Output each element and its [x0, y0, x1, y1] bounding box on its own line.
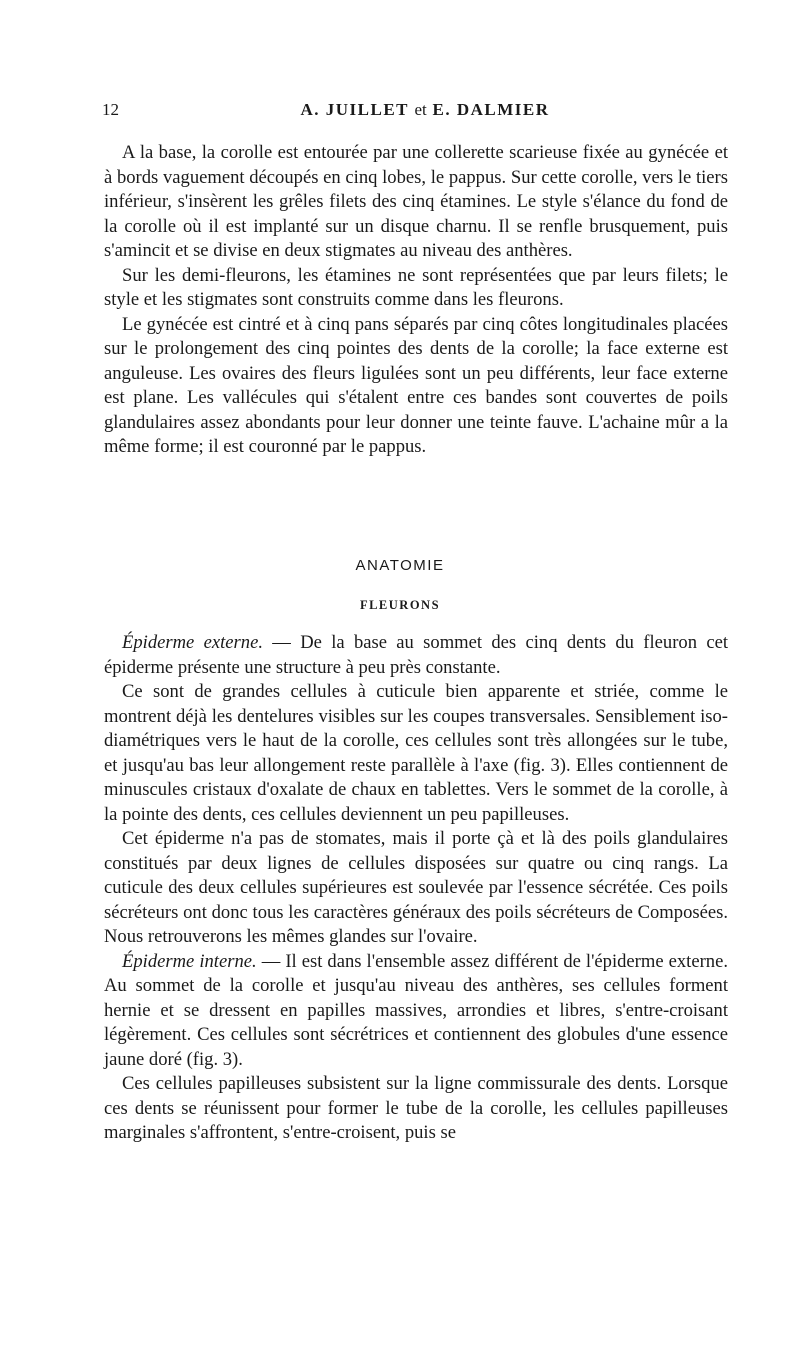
author-1: A. JUILLET	[300, 100, 409, 119]
paragraph-gynecee: Le gynécée est cintré et à cinq pans séparés par cinq côtes longitudinales placées sur le prolongement des cinq pointes des dents de la corolle; la face externe est anguleuse. Les ovaires des fleurs ligulées sont un peu différents, leur face externe est plane. Les vallécules qui s'étalent entre ces bandes sont couvertes de poils glandulaires assez abondants pour leur donner une teinte fauve. L'achaine mûr a la même forme; il est couronné par le pappus.	[104, 313, 728, 457]
paragraph-epiderme-externe	[104, 631, 728, 680]
paragraph-cellules: Ce sont de grandes cellules à cuticule bien apparente et striée, comme le montrent déjà les dentelures visibles sur les coupes transversales. Sensiblement iso-diamétriques vers le haut de la corolle, ces cellules sont très allongées sur le tube, et jusqu'au bas leur allongement reste parallèle à l'axe (fig. 3). Elles contiennent de minuscules cristaux d'oxalate de chaux en tablettes. Vers le sommet de la corolle, à la pointe des dents, ces cellules deviennent un peu papilleuses.	[104, 681, 728, 825]
running-head	[102, 100, 728, 120]
author-connector: et	[414, 100, 427, 119]
page-header	[102, 100, 728, 124]
subsection-title: FLEURONS	[359, 598, 441, 612]
epiderme-interne-text: — Il est dans l'ensemble assez différent de l'épiderme externe. Au sommet de la corolle et jusqu'au niveau des anthères, ses cellules forment hernie et se dressent en papilles massives, arrondies et libres, s'entre-croisant légèrement. Ces cellules sont sécrétrices et contiennent des globules d'une essence jaune doré (fig. 3).	[104, 950, 728, 1070]
paragraph-poils-glandulaires: Cet épiderme n'a pas de stomates, mais il porte çà et là des poils glandulaires constitués par deux lignes de cellules disposées sur quatre ou cinq rangs. La cuticule des deux cellules supérieures est soulevée par l'essence sécrétée. Ces poils sécréteurs ont donc tous les caractères généraux des poils sécréteurs de Composées. Nous retrouverons les mêmes glandes sur l'ovaire.	[104, 828, 728, 947]
anatomy-text-block	[104, 631, 728, 1146]
section-title: ANATOMIE	[355, 557, 445, 574]
intro-text-block	[104, 141, 728, 460]
author-2: E. DALMIER	[432, 100, 550, 119]
paragraph-pappus: A la base, la corolle est entourée par une collerette scarieuse fixée au gynécée et à bords vaguement découpés en cinq lobes, le pappus. Sur cette corolle, vers le tiers inférieur, s'insèrent les grêles filets des cinq étamines. Le style s'élance du fond de la corolle où il est implanté sur un disque charnu. Il se renfle brusquement, puis s'amincit et se divise en deux stigmates au niveau des anthères.	[104, 142, 728, 261]
term-epiderme-externe: Épiderme externe.	[122, 632, 263, 653]
term-epiderme-interne: Épiderme interne.	[122, 950, 257, 972]
paragraph-cellules-papilleuses: Ces cellules papilleuses subsistent sur la ligne commissurale des dents. Lorsque ces dents se réunissent pour former le tube de la corolle, les cellules papilleuses marginales s'affrontent, s'entre-croisent, puis se	[104, 1073, 728, 1143]
paragraph-epiderme-interne	[104, 950, 728, 1073]
paragraph-demi-fleurons: Sur les demi-fleurons, les étamines ne sont représentées que par leurs filets; le style et les stigmates sont construits comme dans les fleurons.	[104, 264, 728, 310]
page-number: 12	[102, 100, 119, 119]
epiderme-externe-text: — De la base au sommet des cinq dents du fleuron cet épiderme présente une structure à peu près constante.	[104, 632, 728, 678]
